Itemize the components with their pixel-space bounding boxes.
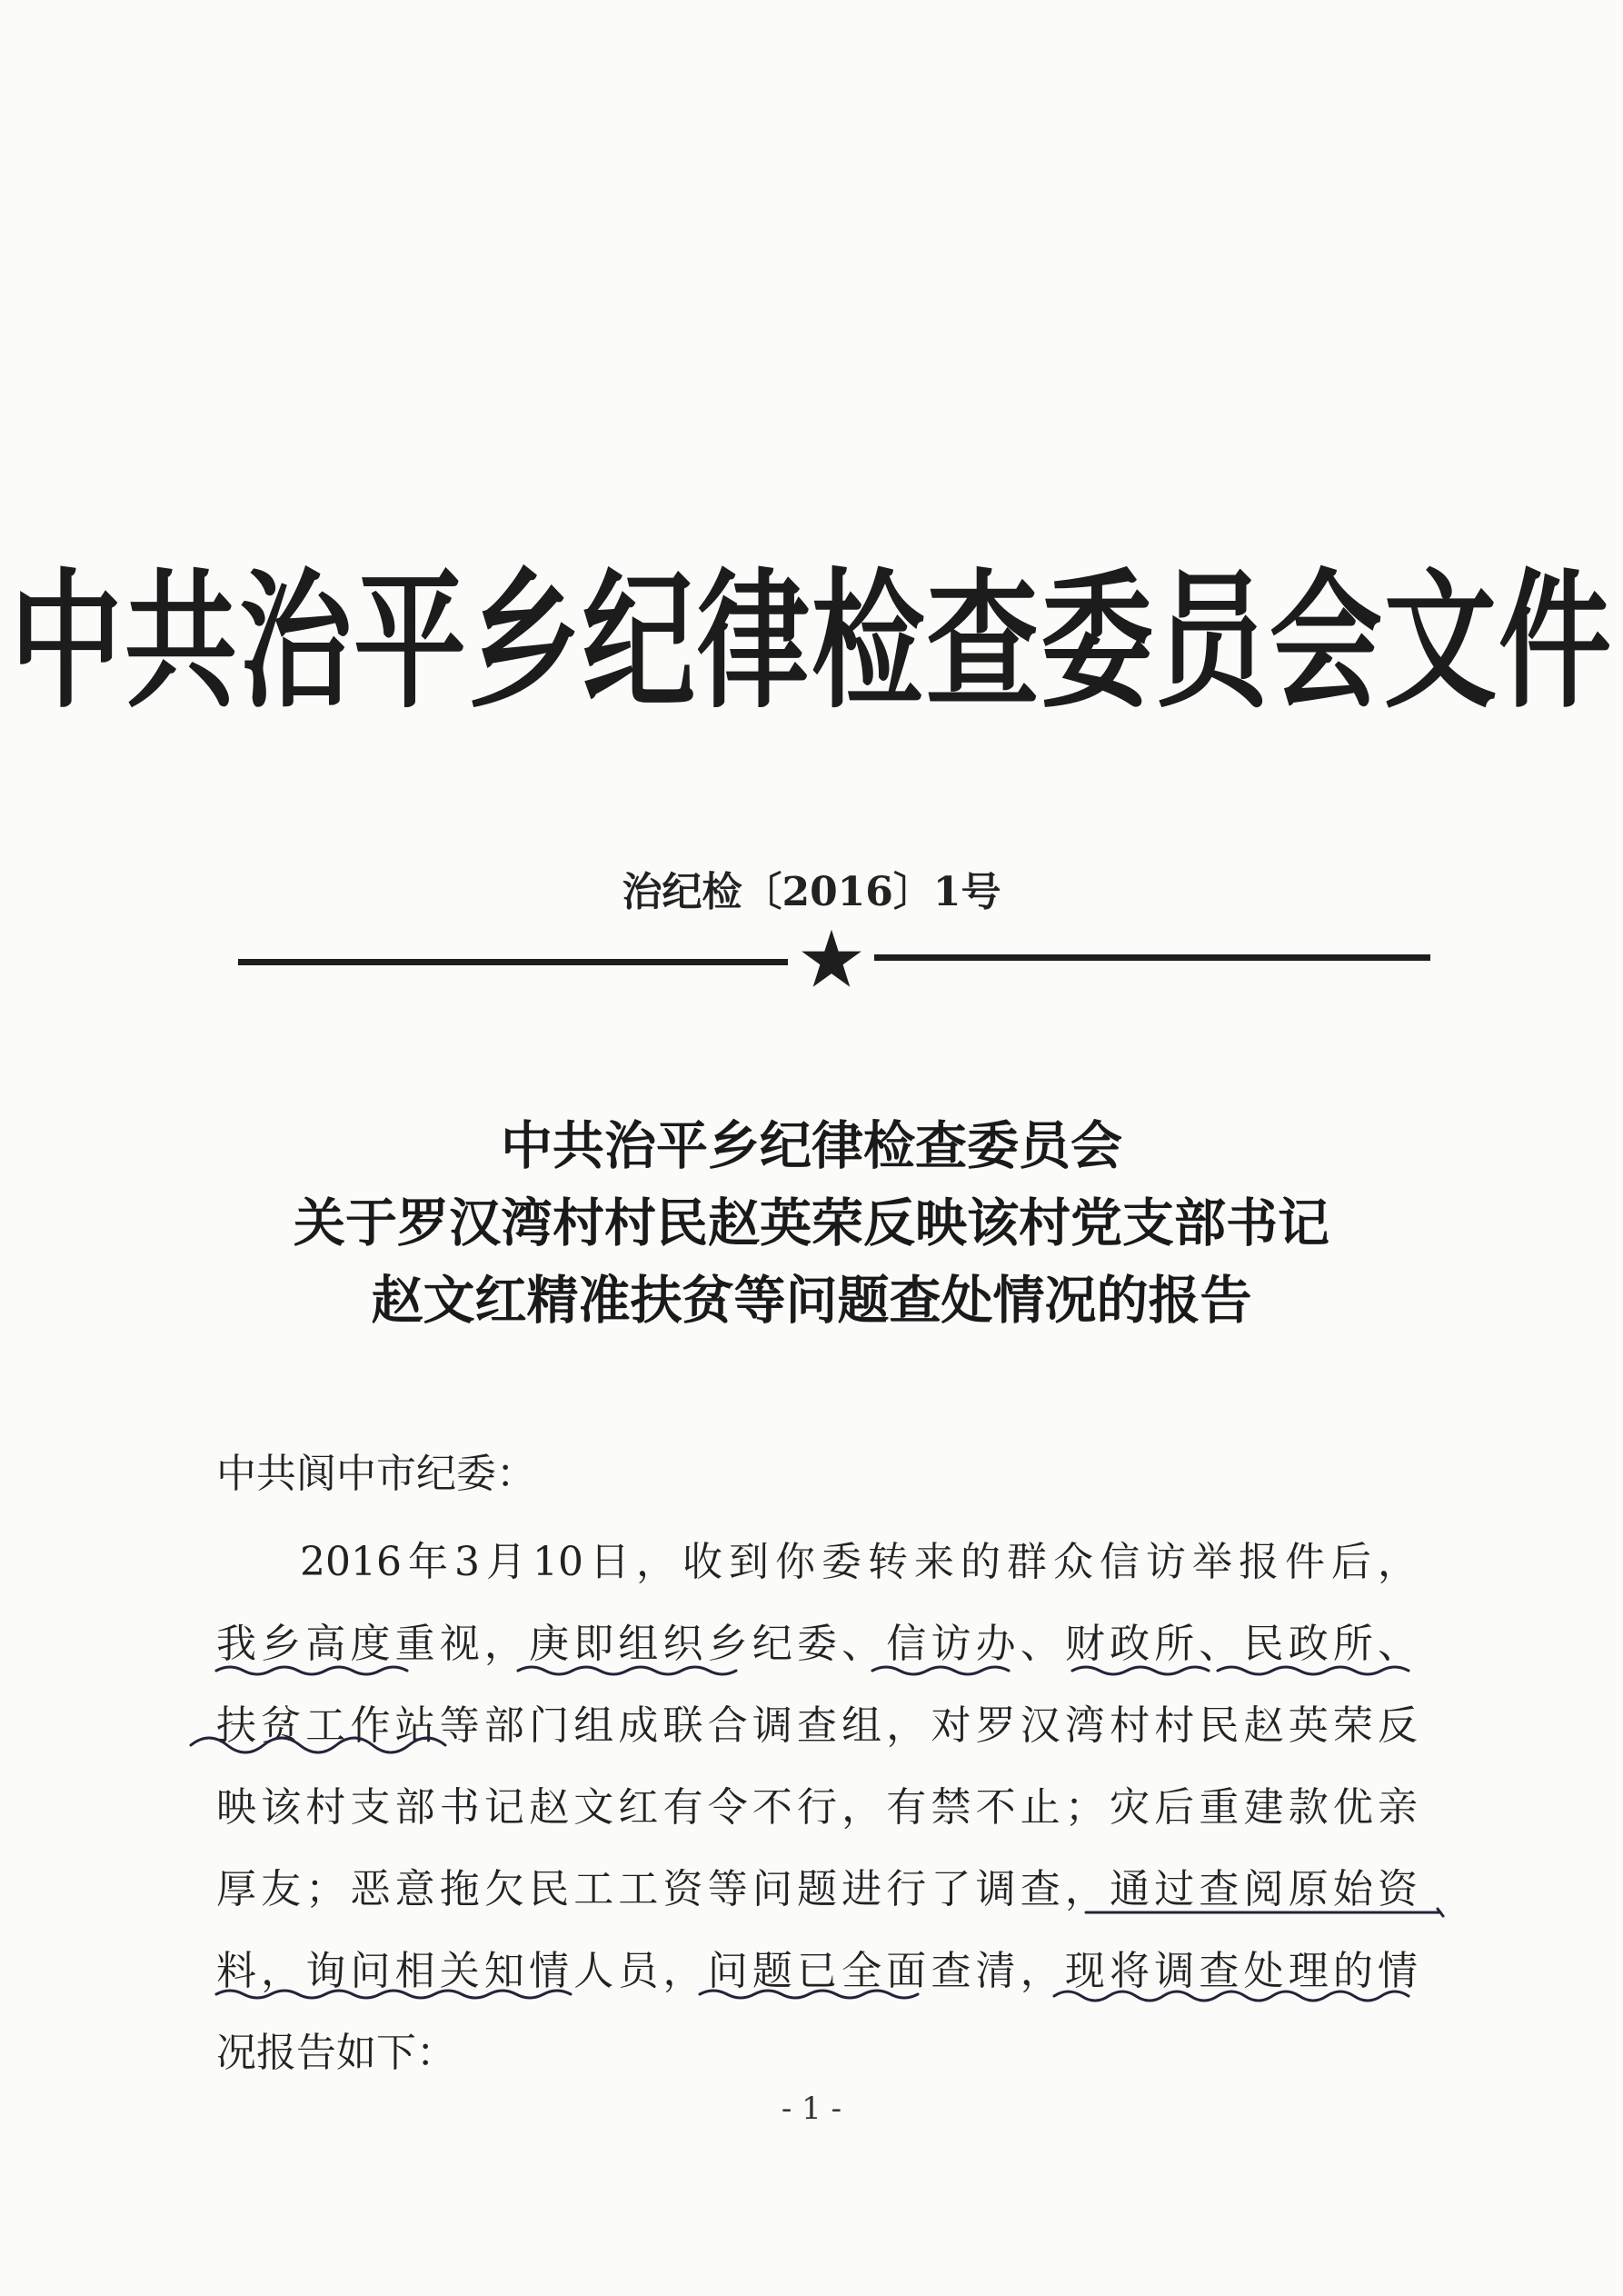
star-icon: [800, 927, 863, 991]
divider-rule-right: [874, 954, 1430, 961]
body-line: 料，询问相关知情人员，问题已全面查清，现将调查处理的情: [216, 1948, 1418, 1994]
letterhead-title: 中共治平乡纪律检查委员会文件: [9, 555, 1613, 730]
report-title-line-2: 关于罗汉湾村村民赵英荣反映该村党支部书记: [294, 1193, 1329, 1253]
body-line: 扶贫工作站等部门组成联合调查组，对罗汉湾村村民赵英荣反: [216, 1702, 1418, 1749]
report-title-line-3: 赵文红精准扶贫等问题查处情况的报告: [371, 1271, 1252, 1331]
body-line: 我乡高度重视，庚即组织乡纪委、信访办、财政所、民政所、: [216, 1621, 1418, 1667]
salutation: 中共阆中市纪委：: [216, 1451, 536, 1497]
document-number: 治纪检〔2016〕1号: [622, 869, 1001, 915]
divider-rule-left: [238, 959, 788, 965]
page-number: - 1 -: [781, 2091, 842, 2127]
body-line: 映该村支部书记赵文红有令不行，有禁不止；灾后重建款优亲: [216, 1784, 1418, 1831]
body-line: 2016年3月10日，收到你委转来的群众信访举报件后，: [300, 1539, 1418, 1585]
report-title-line-1: 中共治平乡纪律检查委员会: [501, 1116, 1122, 1176]
body-line: 况报告如下：: [216, 2030, 456, 2076]
body-line: 厚友；恶意拖欠民工工资等问题进行了调查，通过查阅原始资: [216, 1866, 1418, 1912]
